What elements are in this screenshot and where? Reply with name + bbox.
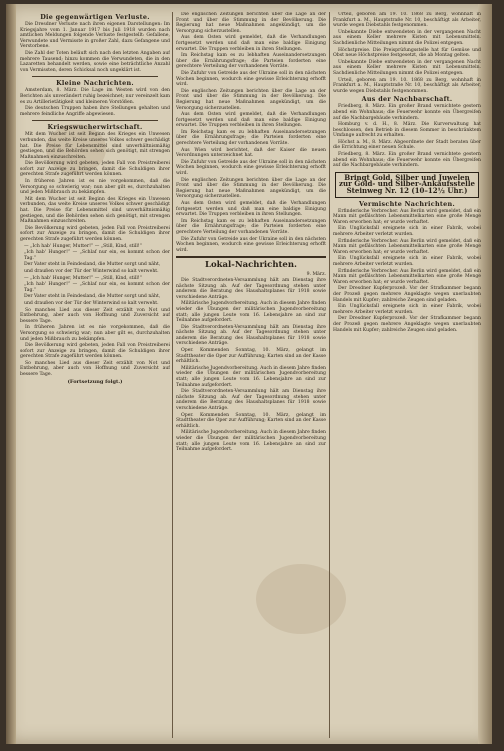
article-text: Unbekannte Diebe entwendeten in der vergangenen Nacht aus einem Keller mehrere Kisten mit Lebensmitteln. Sachdienliche Mitteilungen nimmt die Polizei entgegen. xyxy=(333,29,481,46)
article-text: Unbekannte Diebe entwendeten in der vergangenen Nacht aus einem Keller mehrere Kisten mit Lebensmitteln. Sachdienliche Mitteilungen nimmt die Polizei entgegen. xyxy=(333,59,481,76)
column-middle xyxy=(176,12,326,738)
article-text: Oper. Kommenden Sonntag, 10. März, gelangt im Stadttheater die Oper zur Aufführung; Karten sind an der Kasse erhältlich. xyxy=(176,412,326,429)
article-text: Militärische Jugendvorbereitung. Auch in diesem Jahre finden wieder die Übungen der militärischen Jugendvorbereitung statt; alle jungen Leute vom 16. Lebensjahre an sind zur Teilnahme aufgefordert. xyxy=(176,365,326,388)
article-text: Amsterdam, 8. März. Die Lage im Westen wird von den Berichten als unverändert ruhig bezeichnet; nur vereinzelt kam es zu Artillerietätigkeit und kleineren Vorstößen. xyxy=(20,88,170,105)
column-right xyxy=(333,12,481,738)
headline: Kriegswucherwirtschaft. xyxy=(47,123,143,132)
article-text: Aus dem Osten wird gemeldet, daß die Verhandlungen fortgesetzt werden und daß man eine baldige Einigung erwartet. Die Truppen verbleiben in ihren Stellungen. xyxy=(176,112,326,129)
article-text: Höchst a. M., 8. März. Abgeordnete der Stadt beraten über die Errichtung einer neuen Schule. xyxy=(333,139,481,151)
article-text: Im Reichstag kam es zu lebhaften Auseinandersetzungen über die Ernährungsfrage; die Parteien forderten eine gerechtere Verteilung der vorhandenen Vorräte. xyxy=(176,218,326,235)
article-text: So manches Lied aus dieser Zeit erzählt von Not und Entbehrung, aber auch von Hoffnung und Zuversicht auf bessere Tage. xyxy=(20,360,170,378)
article-text: Erfinderische Verbrecher. Aus Berlin wird gemeldet, daß ein Mann mit gefälschten Lebensmittelkarten eine große Menge Waren erworben hat; er wurde verhaftet. xyxy=(333,208,481,225)
article-text: Militärische Jugendvorbereitung. Auch in diesem Jahre finden wieder die Übungen der militärischen Jugendvorbereitung statt; alle jungen Leute vom 16. Lebensjahre an sind zur Teilnahme aufgefordert. xyxy=(176,301,326,324)
poem-line: und draußen vor der Tür der Winterwind so kalt verweht. xyxy=(24,268,159,274)
article-text: Friedberg, 8. März. Ein großer Brand vernichtete gestern abend ein Wohnhaus; die Feuerwehr konnte ein Übergreifen auf die Nachbargebäude verhindern. xyxy=(333,104,481,121)
dateline: 9. März. xyxy=(306,272,326,278)
article-text: Mit dem Wucher ist seit Beginn des Krieges ein Unwesen verbunden, das weite Kreise unseres Volkes schwer geschädigt hat. Die Preise für Lebensmittel sind unverhältnismäßig gestiegen, und die Behörden sehen sich genötigt, mit strengen Maßnahmen einzuschreiten. xyxy=(20,196,170,225)
poem-line: Der Vater steht in Feindesland, die Mutter sorgt und näht, xyxy=(24,262,161,268)
article-text: Oper. Kommenden Sonntag, 10. März, gelangt im Stadttheater die Oper zur Aufführung; Karten sind an der Kasse erhältlich. xyxy=(176,348,326,365)
article-text: Die Zahl der Toten beläuft sich nach den letzten Angaben auf mehrere Tausend; hinzu kommen die Verwundeten, die in den Lazaretten behandelt werden, sowie eine beträchtliche Anzahl von Vermissten, deren Schicksal noch ungeklärt ist. xyxy=(20,50,170,73)
article-text: Der Dresdner Kupferprozeß. Vor der Strafkammer begann der Prozeß gegen mehrere Angeklagte wegen unerlaubten Handels mit Kupfer; zahlreiche Zeugen sind geladen. xyxy=(333,316,481,333)
article-text: Höchstpreise. Die Preisprüfungsstelle hat für Gemüse und Obst neue Höchstpreise festgesetzt, die ab Montag gelten. xyxy=(333,47,481,59)
article-text: Aus dem Osten wird gemeldet, daß die Verhandlungen fortgesetzt werden und daß man eine baldige Einigung erwartet. Die Truppen verbleiben in ihren Stellungen. xyxy=(176,201,326,218)
headline: Vermischte Nachrichten. xyxy=(358,199,455,208)
section-heading: Lokal-Nachrichten. xyxy=(205,260,297,271)
article-text: Friedberg, 8. März. Ein großer Brand vernichtete gestern abend ein Wohnhaus; die Feuerwehr konnte ein Übergreifen auf die Nachbargebäude verhindern. xyxy=(333,152,481,169)
article-text: Die Zufuhr von Getreide aus der Ukraine soll in den nächsten Wochen beginnen, wodurch eine gewisse Erleichterung erhofft wird. xyxy=(176,236,326,253)
article-text: Die englischen Zeitungen berichten über die Lage an der Front und über die Stimmung in der Bevölkerung. Die Regierung hat neue Maßnahmen angekündigt, um die Versorgung sicherzustellen. xyxy=(176,177,326,200)
advertisement-box xyxy=(335,172,479,198)
article-text: Urteil, geboren am 19. 10. 1868 zu Berg, wohnhaft in Frankfurt a. M., Hauptstraße Nr. 10, beschäftigt als Arbeiter, wurde wegen Diebstahls festgenommen. xyxy=(333,77,481,94)
article-text: Urteil, geboren am 19. 10. 1868 zu Berg, wohnhaft in Frankfurt a. M., Hauptstraße Nr. 10, beschäftigt als Arbeiter, wurde wegen Diebstahls festgenommen. xyxy=(333,12,481,29)
column-rule xyxy=(172,12,173,738)
headline: Kleine Nachrichten. xyxy=(56,79,134,88)
column-rule xyxy=(329,12,330,738)
separator xyxy=(32,120,158,121)
article-text: Die Stadtverordneten-Versammlung hält am Dienstag ihre nächste Sitzung ab. Auf der Tagesordnung stehen unter anderem die Beratung des Haushaltsplanes für 1918 sowie verschiedene Anträge. xyxy=(176,324,326,347)
column-left xyxy=(20,12,170,738)
continued-note: (Fortsetzung folgt.) xyxy=(67,378,123,385)
newspaper-page xyxy=(6,4,492,744)
article-text: Der Dresdner Kupferprozeß. Vor der Strafkammer begann der Prozeß gegen mehrere Angeklagte wegen unerlaubten Handels mit Kupfer; zahlreiche Zeugen sind geladen. xyxy=(333,286,481,303)
ad-address: Steinweg Nr. 12 (10–12½ Uhr.) xyxy=(346,186,468,196)
article-text: Aus dem Osten wird gemeldet, daß die Verhandlungen fortgesetzt werden und daß man eine baldige Einigung erwartet. Die Truppen verbleiben in ihren Stellungen. xyxy=(176,35,326,52)
article-text: Die deutschen Truppen haben ihre Stellungen gehalten und mehrere feindliche Angriffe abgewiesen. xyxy=(20,106,170,117)
headline: Die gegenwärtigen Verluste. xyxy=(40,13,150,21)
article-text: Die englischen Zeitungen berichten über die Lage an der Front und über die Stimmung in der Bevölkerung. Die Regierung hat neue Maßnahmen angekündigt, um die Versorgung sicherzustellen. xyxy=(176,88,326,111)
article-text: In früheren Jahren ist es nie vorgekommen, daß die Versorgung so schwierig war; nun aber gilt es, durchzuhalten und jeden Mißbrauch zu bekämpfen. xyxy=(20,325,170,342)
ad-text: Bringt Gold, Silber und Juwelen zur Gold- und Silber-Ankaufsstelle xyxy=(339,172,475,189)
article-text: Mit dem Wucher ist seit Beginn des Krieges ein Unwesen verbunden, das weite Kreise unseres Volkes schwer geschädigt hat. Die Preise für Lebensmittel sind unverhältnismäßig gestiegen, und die Behörden sehen sich genötigt, mit strengen Maßnahmen einzuschreiten. xyxy=(20,132,170,160)
article-text: Die Zufuhr von Getreide aus der Ukraine soll in den nächsten Wochen beginnen, wodurch eine gewisse Erleichterung erhofft wird. xyxy=(176,70,326,88)
poem-line: und draußen vor der Tür der Winterwind so kalt verweht. xyxy=(24,300,159,306)
double-rule xyxy=(176,256,326,258)
article-text: Im Reichstag kam es zu lebhaften Auseinandersetzungen über die Ernährungsfrage; die Parteien forderten eine gerechtere Verteilung der vorhandenen Vorräte. xyxy=(176,53,326,70)
article-text: Erfinderische Verbrecher. Aus Berlin wird gemeldet, daß ein Mann mit gefälschten Lebensmittelkarten eine große Menge Waren erworben hat; er wurde verhaftet. xyxy=(333,268,481,285)
article-text: Militärische Jugendvorbereitung. Auch in diesem Jahre finden wieder die Übungen der militärischen Jugendvorbereitung statt; alle jungen Leute vom 16. Lebensjahre an sind zur Teilnahme aufgefordert. xyxy=(176,430,326,453)
article-text: Die Bevölkerung wird gebeten, jeden Fall von Preistreiberei sofort zur Anzeige zu bringen, damit die Schuldigen ihrer gerechten Strafe zugeführt werden können. xyxy=(20,225,170,242)
poem-line: „Ich hab' Hunger!“ — „Schlaf nur ein, es kommt schon der Tag.“ xyxy=(24,282,170,293)
article-text: So manches Lied aus dieser Zeit erzählt von Not und Entbehrung, aber auch von Hoffnung und Zuversicht auf bessere Tage. xyxy=(20,307,170,324)
article-text: Ein Unglücksfall ereignete sich in einer Fabrik, wobei mehrere Arbeiter verletzt wurden. xyxy=(333,304,481,315)
article-text: Die Zufuhr von Getreide aus der Ukraine soll in den nächsten Wochen beginnen, wodurch eine gewisse Erleichterung erhofft wird. xyxy=(176,159,326,177)
article-text: Aus Wien wird berichtet, daß der Kaiser die neuen Verordnungen unterzeichnet hat. xyxy=(176,147,326,159)
poem-line: — „Ich hab' Hunger, Mutter!“ — „Still, Kind, still!“ xyxy=(24,243,142,249)
article-text: Homburg v. d. H., 8. März. Die Kurverwaltung hat beschlossen, den Betrieb in diesem Sommer in beschränktem Umfange aufrecht zu erhalten. xyxy=(333,122,481,139)
page-binding xyxy=(6,4,16,744)
poem-line: „Ich hab' Hunger!“ — „Schlaf nur ein, es kommt schon der Tag.“ xyxy=(24,250,170,261)
article-text: Im Reichstag kam es zu lebhaften Auseinandersetzungen über die Ernährungsfrage; die Parteien forderten eine gerechtere Verteilung der vorhandenen Vorräte. xyxy=(176,129,326,147)
separator xyxy=(32,76,158,77)
headline: Aus der Nachbarschaft. xyxy=(361,95,453,104)
article-text: Die Bevölkerung wird gebeten, jeden Fall von Preistreiberei sofort zur Anzeige zu bringen, damit die Schuldigen ihrer gerechten Strafe zugeführt werden können. xyxy=(20,161,170,178)
article-text: Die englischen Zeitungen berichten über die Lage an der Front und über die Stimmung in der Bevölkerung. Die Regierung hat neue Maßnahmen angekündigt, um die Versorgung sicherzustellen. xyxy=(176,12,326,34)
article-text: Ein Unglücksfall ereignete sich in einer Fabrik, wobei mehrere Arbeiter verletzt wurden. xyxy=(333,256,481,267)
article-text: Erfinderische Verbrecher. Aus Berlin wird gemeldet, daß ein Mann mit gefälschten Lebensmittelkarten eine große Menge Waren erworben hat; er wurde verhaftet. xyxy=(333,238,481,255)
article-text: Die Stadtverordneten-Versammlung hält am Dienstag ihre nächste Sitzung ab. Auf der Tagesordnung stehen unter anderem die Beratung des Haushaltsplanes für 1918 sowie verschiedene Anträge. xyxy=(176,389,326,411)
article-text: In früheren Jahren ist es nie vorgekommen, daß die Versorgung so schwierig war; nun aber gilt es, durchzuhalten und jeden Mißbrauch zu bekämpfen. xyxy=(20,179,170,196)
article-text: Ein Unglücksfall ereignete sich in einer Fabrik, wobei mehrere Arbeiter verletzt wurden. xyxy=(333,226,481,237)
article-text: Die Bevölkerung wird gebeten, jeden Fall von Preistreiberei sofort zur Anzeige zu bringen, damit die Schuldigen ihrer gerechten Strafe zugeführt werden können. xyxy=(20,343,170,360)
article-text: Die Stadtverordneten-Versammlung hält am Dienstag ihre nächste Sitzung ab. Auf der Tagesordnung stehen unter anderem die Beratung des Haushaltsplanes für 1918 sowie verschiedene Anträge. xyxy=(176,277,326,300)
poem-line: Der Vater steht in Feindesland, die Mutter sorgt und näht, xyxy=(24,294,161,300)
poem xyxy=(20,244,170,307)
article-text: Die Dresdner Verluste nach ihren eigenen Darstellungen: Im Kriegsjahre vom 1. Januar 1917 bis Juli 1918 wurden nach amtlichen Meldungen folgende Verluste festgestellt: Gefallene, Verwundete und Vermisste in großer Zahl, dazu Gefangene und Verstorbene. xyxy=(20,22,170,50)
poem-line: — „Ich hab' Hunger, Mutter!“ — „Still, Kind, still!“ xyxy=(24,275,142,281)
